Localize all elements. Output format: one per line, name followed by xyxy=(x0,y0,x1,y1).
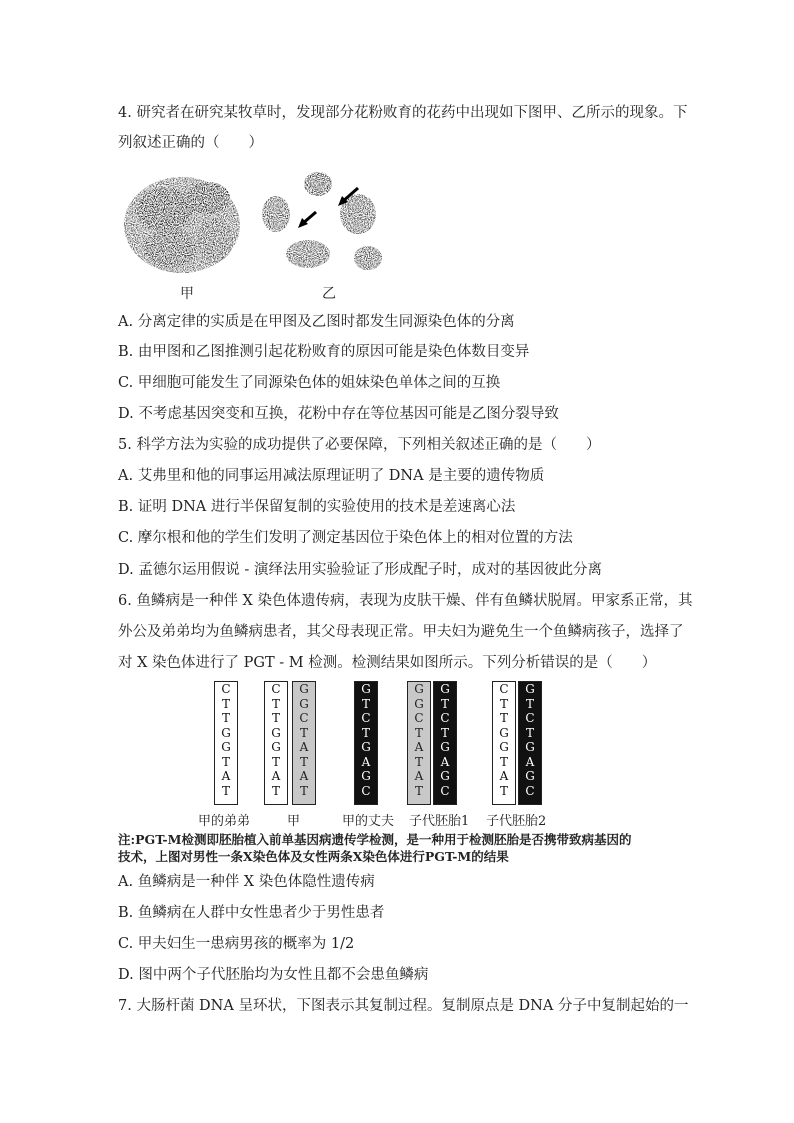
q4-option-c: C. 甲细胞可能发生了同源染色体的姐妹染色单体之间的互换 xyxy=(118,375,501,391)
strip-label: 子代胚胎1 xyxy=(409,814,470,829)
base-letter: G xyxy=(414,696,424,711)
base-letter: A xyxy=(361,754,371,769)
base-letter: G xyxy=(499,725,509,740)
q4-option-b: B. 由甲图和乙图推测引起花粉败育的原因可能是染色体数目变异 xyxy=(118,344,530,360)
sequence-strip xyxy=(264,681,288,805)
base-letter: A xyxy=(271,769,281,783)
base-letter: T xyxy=(221,711,230,725)
q6-option-c: C. 甲夫妇生一患病男孩的概率为 1/2 xyxy=(118,936,355,952)
base-letter: T xyxy=(499,711,508,725)
base-letter: T xyxy=(271,711,280,725)
strip-label: 甲的弟弟 xyxy=(198,814,251,829)
base-letter: A xyxy=(414,740,424,754)
base-letter: G xyxy=(440,740,450,754)
base-letter: G xyxy=(299,682,309,696)
q5-option-d: D. 孟德尔运用假说 - 演绎法用实验验证了形成配子时，成对的基因彼此分离 xyxy=(118,562,602,578)
base-letter: C xyxy=(525,711,535,725)
base-letter: G xyxy=(361,769,371,783)
figure-note-line2: 技术，上图对男性一条X染色体及女性两条X染色体进行PGT-M的结果 xyxy=(118,849,509,864)
base-letter: C xyxy=(361,711,371,725)
base-letter: T xyxy=(361,725,370,740)
sequence-strip xyxy=(407,681,431,805)
strip-label: 甲的丈夫 xyxy=(342,814,395,829)
base-letter: G xyxy=(499,740,509,754)
figure-note-line1: 注:PGT-M检测即胚胎植入前单基因病遗传学检测，是一种用于检测胚胎是否携带致病基因的 xyxy=(118,832,632,847)
q6-stem-line3: 对 X 染色体进行了 PGT - M 检测。检测结果如图所示。下列分析错误的是（ ） xyxy=(118,655,657,671)
base-letter: C xyxy=(525,783,535,798)
base-letter: T xyxy=(525,725,534,740)
q6-stem-line2: 外公及弟弟均为鱼鳞病患者，其父母表现正常。甲夫妇为避免生一个鱼鳞病孩子，选择了 xyxy=(118,624,684,640)
base-letter: G xyxy=(221,725,231,740)
base-letter: C xyxy=(271,682,281,696)
base-letter: A xyxy=(299,740,309,754)
sequence-strip xyxy=(518,681,542,805)
base-letter: T xyxy=(299,754,308,769)
q4-stem-line2: 列叙述正确的（ ） xyxy=(118,135,263,151)
base-letter: C xyxy=(361,783,371,798)
strip-label: 子代胚胎2 xyxy=(486,814,547,829)
base-letter: G xyxy=(525,740,535,754)
base-letter: T xyxy=(271,754,280,769)
base-letter: C xyxy=(499,682,509,696)
base-letter: G xyxy=(361,740,371,754)
figure-label-yi: 乙 xyxy=(322,286,336,302)
sequence-strip xyxy=(354,681,378,805)
base-letter: C xyxy=(440,711,450,725)
base-letter: T xyxy=(221,696,230,711)
micrograph-jia xyxy=(120,170,245,280)
base-letter: T xyxy=(440,725,449,740)
base-letter: G xyxy=(414,682,424,696)
q4-option-a: A. 分离定律的实质是在甲图及乙图时都发生同源染色体的分离 xyxy=(118,314,515,330)
base-letter: G xyxy=(525,682,535,696)
q6-stem-line1: 6. 鱼鳞病是一种伴 X 染色体遗传病，表现为皮肤干燥、伴有鱼鳞状脱屑。甲家系正常，其 xyxy=(118,593,693,609)
q5-stem: 5. 科学方法为实验的成功提供了必要保障，下列相关叙述正确的是（ ） xyxy=(118,437,601,453)
base-letter: A xyxy=(499,769,509,783)
q5-option-b: B. 证明 DNA 进行半保留复制的实验使用的技术是差速离心法 xyxy=(118,499,516,515)
base-letter: T xyxy=(361,696,370,711)
base-letter: T xyxy=(221,754,230,769)
q6-option-a: A. 鱼鳞病是一种伴 X 染色体隐性遗传病 xyxy=(118,874,375,890)
base-letter: T xyxy=(525,696,534,711)
base-letter: T xyxy=(271,783,280,798)
base-letter: G xyxy=(271,725,281,740)
base-letter: T xyxy=(440,696,449,711)
sequence-strip xyxy=(292,681,316,805)
base-letter: G xyxy=(361,682,371,696)
base-letter: T xyxy=(271,696,280,711)
base-letter: T xyxy=(499,754,508,769)
base-letter: T xyxy=(414,754,423,769)
base-letter: T xyxy=(414,783,423,798)
base-letter: A xyxy=(414,769,424,783)
q4-stem-line1: 4. 研究者在研究某牧草时，发现部分花粉败育的花药中出现如下图甲、乙所示的现象。下 xyxy=(118,105,688,121)
strip-label: 甲 xyxy=(287,814,301,829)
base-letter: G xyxy=(299,696,309,711)
base-letter: C xyxy=(440,783,450,798)
base-letter: T xyxy=(499,696,508,711)
base-letter: G xyxy=(440,769,450,783)
sequence-strip xyxy=(492,681,516,805)
base-letter: G xyxy=(221,740,231,754)
figure-label-jia: 甲 xyxy=(180,286,194,302)
q7-stem: 7. 大肠杆菌 DNA 呈环状，下图表示其复制过程。复制原点是 DNA 分子中复制起始的一 xyxy=(118,998,689,1014)
base-letter: A xyxy=(525,754,535,769)
base-letter: C xyxy=(414,711,424,725)
base-letter: T xyxy=(221,783,230,798)
base-letter: G xyxy=(525,769,535,783)
base-letter: G xyxy=(440,682,450,696)
q5-option-c: C. 摩尔根和他的学生们发明了测定基因位于染色体上的相对位置的方法 xyxy=(118,530,573,546)
base-letter: A xyxy=(440,754,450,769)
base-letter: C xyxy=(299,711,309,725)
base-letter: T xyxy=(299,783,308,798)
q4-option-d: D. 不考虑基因突变和互换，花粉中存在等位基因可能是乙图分裂导致 xyxy=(118,406,559,422)
base-letter: T xyxy=(414,725,423,740)
base-letter: C xyxy=(221,682,231,696)
sequence-strip xyxy=(214,681,238,805)
base-letter: T xyxy=(499,783,508,798)
micrograph-yi xyxy=(258,166,388,278)
q5-option-a: A. 艾弗里和他的同事运用减法原理证明了 DNA 是主要的遗传物质 xyxy=(118,468,545,484)
base-letter: T xyxy=(299,725,308,740)
q6-option-b: B. 鱼鳞病在人群中女性患者少于男性患者 xyxy=(118,905,385,921)
q6-option-d: D. 图中两个子代胚胎均为女性且都不会患鱼鳞病 xyxy=(118,967,429,983)
base-letter: A xyxy=(221,769,231,783)
base-letter: G xyxy=(271,740,281,754)
base-letter: A xyxy=(299,769,309,783)
sequence-strip xyxy=(433,681,457,805)
